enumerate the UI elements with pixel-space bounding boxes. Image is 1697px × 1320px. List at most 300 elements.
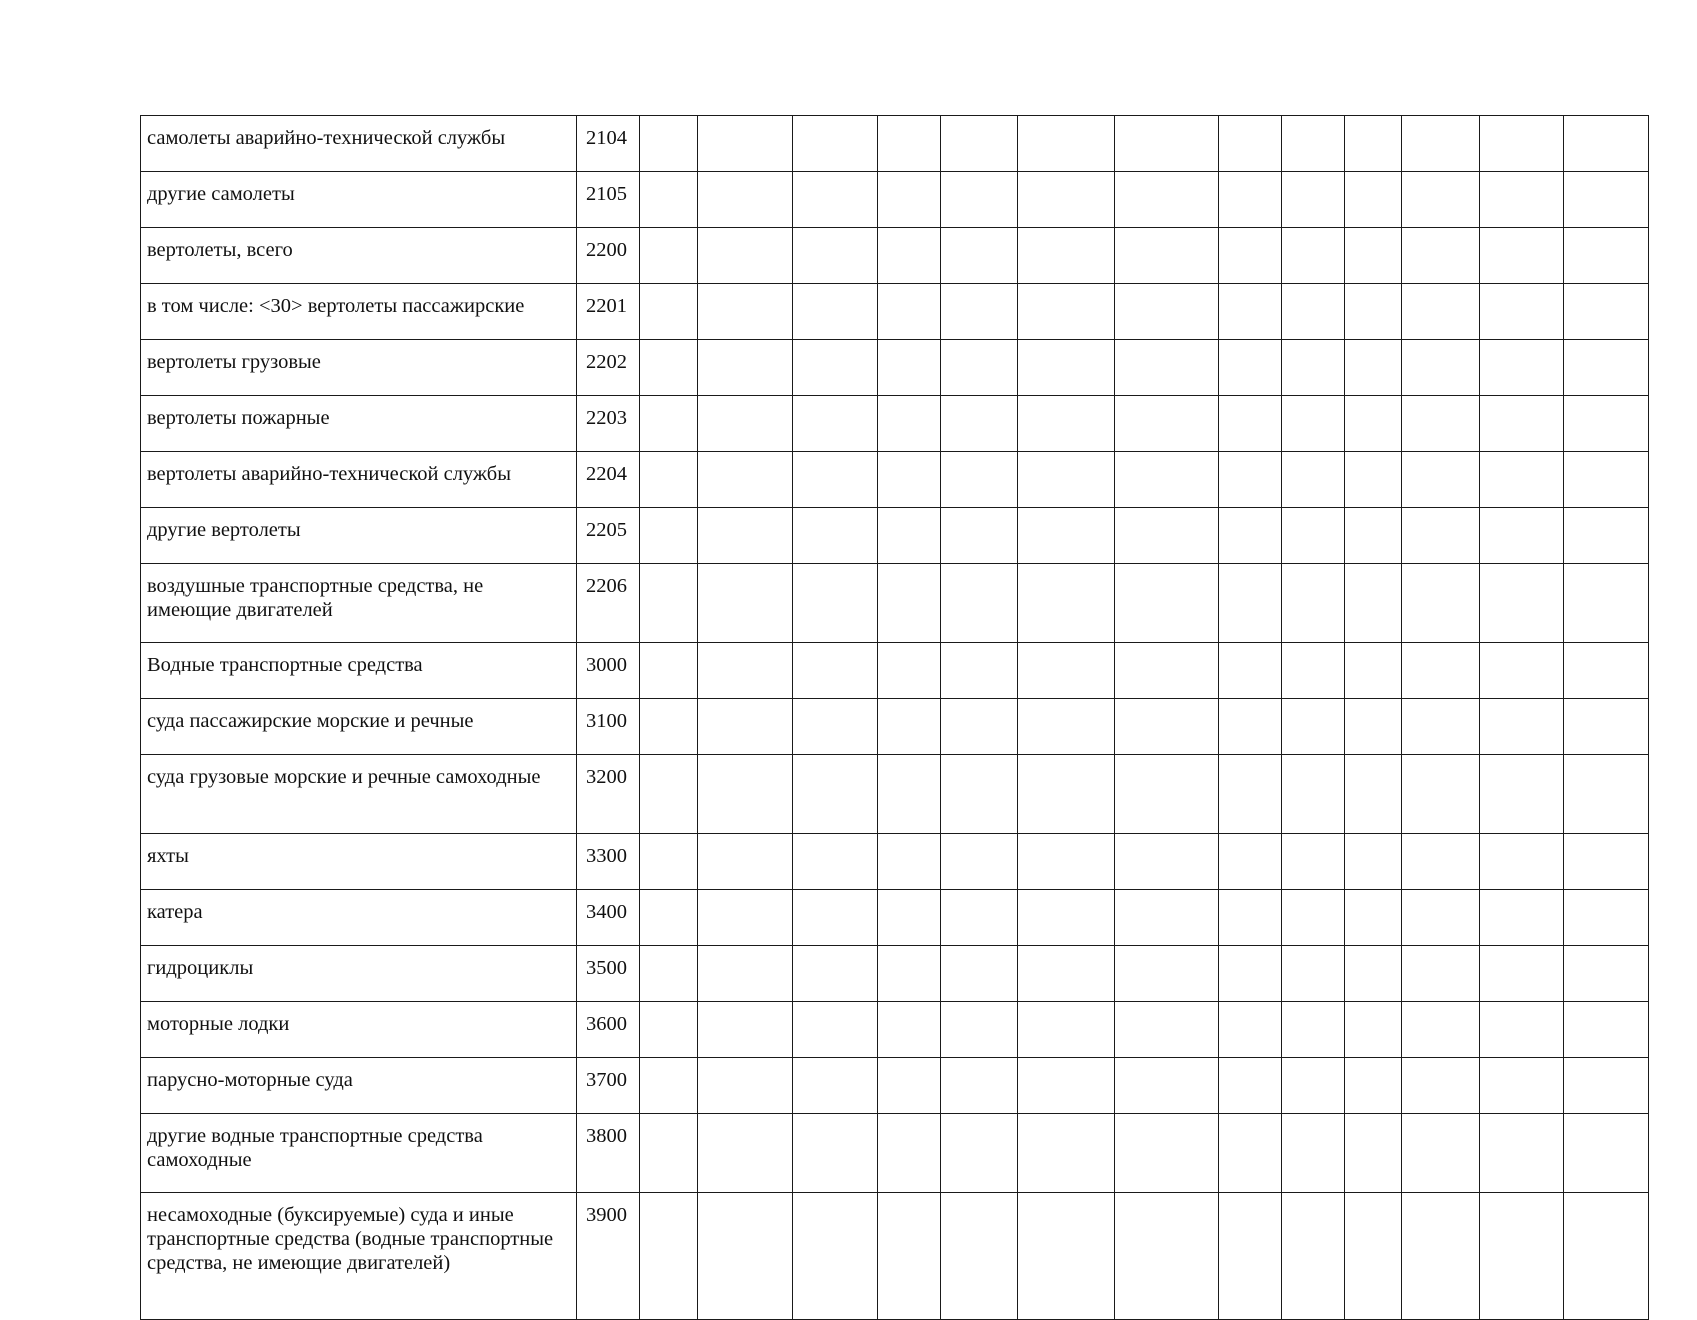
value-cell bbox=[793, 755, 878, 834]
value-cell bbox=[793, 1193, 878, 1320]
value-cell bbox=[1564, 1002, 1649, 1058]
value-cell bbox=[793, 452, 878, 508]
row-code-cell: 2203 bbox=[577, 396, 640, 452]
value-cell bbox=[640, 1002, 698, 1058]
table-row bbox=[141, 1193, 1649, 1320]
value-cell bbox=[1018, 834, 1115, 890]
value-cell bbox=[1480, 284, 1564, 340]
value-cell bbox=[941, 643, 1018, 699]
value-cell bbox=[1219, 834, 1282, 890]
row-code-cell: 3400 bbox=[577, 890, 640, 946]
value-cell bbox=[1345, 228, 1402, 284]
value-cell bbox=[1402, 508, 1480, 564]
value-cell bbox=[878, 340, 941, 396]
row-code-cell: 3900 bbox=[577, 1193, 640, 1320]
value-cell bbox=[1115, 1058, 1219, 1114]
value-cell bbox=[1480, 116, 1564, 172]
value-cell bbox=[640, 284, 698, 340]
table-row bbox=[141, 340, 1649, 396]
row-code-cell: 2206 bbox=[577, 564, 640, 643]
table-row bbox=[141, 116, 1649, 172]
value-cell bbox=[878, 452, 941, 508]
value-cell bbox=[1345, 699, 1402, 755]
row-name-cell: воздушные транспортные средства, не имеющие двигателей bbox=[141, 564, 577, 643]
value-cell bbox=[1282, 834, 1345, 890]
value-cell bbox=[1480, 1193, 1564, 1320]
value-cell bbox=[793, 643, 878, 699]
value-cell bbox=[941, 755, 1018, 834]
value-cell bbox=[1018, 452, 1115, 508]
value-cell bbox=[1480, 396, 1564, 452]
value-cell bbox=[793, 1058, 878, 1114]
value-cell bbox=[1480, 340, 1564, 396]
table-row bbox=[141, 699, 1649, 755]
value-cell bbox=[1018, 643, 1115, 699]
value-cell bbox=[1345, 564, 1402, 643]
table-row bbox=[141, 172, 1649, 228]
row-code-cell: 3500 bbox=[577, 946, 640, 1002]
value-cell bbox=[1480, 564, 1564, 643]
value-cell bbox=[1345, 1114, 1402, 1193]
value-cell bbox=[1282, 508, 1345, 564]
value-cell bbox=[1480, 1002, 1564, 1058]
value-cell bbox=[1564, 116, 1649, 172]
value-cell bbox=[878, 508, 941, 564]
value-cell bbox=[698, 564, 793, 643]
table-row bbox=[141, 755, 1649, 834]
value-cell bbox=[698, 890, 793, 946]
value-cell bbox=[878, 755, 941, 834]
value-cell bbox=[1402, 1193, 1480, 1320]
value-cell bbox=[941, 396, 1018, 452]
row-name-cell: вертолеты грузовые bbox=[141, 340, 577, 396]
value-cell bbox=[640, 755, 698, 834]
value-cell bbox=[640, 946, 698, 1002]
value-cell bbox=[1564, 643, 1649, 699]
row-code-cell: 2202 bbox=[577, 340, 640, 396]
row-name-cell: другие вертолеты bbox=[141, 508, 577, 564]
value-cell bbox=[1219, 1114, 1282, 1193]
value-cell bbox=[1018, 228, 1115, 284]
value-cell bbox=[793, 508, 878, 564]
value-cell bbox=[1115, 699, 1219, 755]
table-row bbox=[141, 1058, 1649, 1114]
value-cell bbox=[1480, 834, 1564, 890]
value-cell bbox=[1018, 1002, 1115, 1058]
value-cell bbox=[1018, 1114, 1115, 1193]
value-cell bbox=[698, 172, 793, 228]
row-code-cell: 2104 bbox=[577, 116, 640, 172]
value-cell bbox=[1480, 228, 1564, 284]
row-code-cell: 2200 bbox=[577, 228, 640, 284]
value-cell bbox=[640, 396, 698, 452]
value-cell bbox=[941, 284, 1018, 340]
value-cell bbox=[1480, 452, 1564, 508]
row-name-cell: вертолеты, всего bbox=[141, 228, 577, 284]
value-cell bbox=[941, 564, 1018, 643]
value-cell bbox=[1402, 452, 1480, 508]
row-code-cell: 3100 bbox=[577, 699, 640, 755]
value-cell bbox=[1480, 890, 1564, 946]
value-cell bbox=[1282, 284, 1345, 340]
table-row bbox=[141, 834, 1649, 890]
value-cell bbox=[1282, 116, 1345, 172]
value-cell bbox=[1115, 1193, 1219, 1320]
value-cell bbox=[793, 172, 878, 228]
value-cell bbox=[793, 396, 878, 452]
value-cell bbox=[1402, 1002, 1480, 1058]
value-cell bbox=[1282, 946, 1345, 1002]
table-row bbox=[141, 564, 1649, 643]
value-cell bbox=[1480, 508, 1564, 564]
value-cell bbox=[941, 172, 1018, 228]
value-cell bbox=[1115, 508, 1219, 564]
value-cell bbox=[878, 1114, 941, 1193]
value-cell bbox=[1219, 116, 1282, 172]
value-cell bbox=[1480, 755, 1564, 834]
value-cell bbox=[1219, 946, 1282, 1002]
value-cell bbox=[1018, 284, 1115, 340]
value-cell bbox=[698, 1002, 793, 1058]
value-cell bbox=[941, 1114, 1018, 1193]
value-cell bbox=[1219, 1193, 1282, 1320]
row-name-cell: вертолеты пожарные bbox=[141, 396, 577, 452]
value-cell bbox=[941, 452, 1018, 508]
value-cell bbox=[1282, 890, 1345, 946]
row-code-cell: 2205 bbox=[577, 508, 640, 564]
value-cell bbox=[941, 228, 1018, 284]
value-cell bbox=[878, 1193, 941, 1320]
value-cell bbox=[1402, 1114, 1480, 1193]
row-code-cell: 3600 bbox=[577, 1002, 640, 1058]
value-cell bbox=[1564, 508, 1649, 564]
value-cell bbox=[640, 834, 698, 890]
value-cell bbox=[1018, 755, 1115, 834]
value-cell bbox=[1282, 396, 1345, 452]
value-cell bbox=[1345, 755, 1402, 834]
row-code-cell: 3700 bbox=[577, 1058, 640, 1114]
value-cell bbox=[793, 1114, 878, 1193]
value-cell bbox=[1282, 1193, 1345, 1320]
table-row bbox=[141, 1002, 1649, 1058]
row-name-cell: моторные лодки bbox=[141, 1002, 577, 1058]
value-cell bbox=[1115, 643, 1219, 699]
row-code-cell: 2204 bbox=[577, 452, 640, 508]
value-cell bbox=[1564, 396, 1649, 452]
value-cell bbox=[1219, 340, 1282, 396]
value-cell bbox=[698, 340, 793, 396]
value-cell bbox=[793, 890, 878, 946]
value-cell bbox=[1219, 1058, 1282, 1114]
value-cell bbox=[793, 834, 878, 890]
row-code-cell: 3000 bbox=[577, 643, 640, 699]
value-cell bbox=[1564, 284, 1649, 340]
value-cell bbox=[1402, 890, 1480, 946]
value-cell bbox=[640, 1114, 698, 1193]
value-cell bbox=[1564, 340, 1649, 396]
value-cell bbox=[1115, 452, 1219, 508]
value-cell bbox=[1564, 890, 1649, 946]
value-cell bbox=[698, 755, 793, 834]
value-cell bbox=[640, 172, 698, 228]
value-cell bbox=[698, 396, 793, 452]
value-cell bbox=[1219, 396, 1282, 452]
table-body bbox=[141, 116, 1649, 1320]
value-cell bbox=[1219, 890, 1282, 946]
value-cell bbox=[1282, 1002, 1345, 1058]
table-row bbox=[141, 946, 1649, 1002]
value-cell bbox=[793, 116, 878, 172]
value-cell bbox=[1402, 396, 1480, 452]
value-cell bbox=[698, 116, 793, 172]
value-cell bbox=[1282, 340, 1345, 396]
value-cell bbox=[640, 452, 698, 508]
row-name-cell: вертолеты аварийно-технической службы bbox=[141, 452, 577, 508]
value-cell bbox=[1282, 1058, 1345, 1114]
value-cell bbox=[941, 1058, 1018, 1114]
value-cell bbox=[878, 1002, 941, 1058]
value-cell bbox=[640, 564, 698, 643]
value-cell bbox=[1345, 643, 1402, 699]
value-cell bbox=[1115, 116, 1219, 172]
value-cell bbox=[1115, 890, 1219, 946]
value-cell bbox=[1219, 755, 1282, 834]
value-cell bbox=[1282, 452, 1345, 508]
value-cell bbox=[1018, 508, 1115, 564]
value-cell bbox=[1564, 755, 1649, 834]
value-cell bbox=[698, 1193, 793, 1320]
value-cell bbox=[1219, 643, 1282, 699]
value-cell bbox=[1402, 172, 1480, 228]
value-cell bbox=[698, 1114, 793, 1193]
value-cell bbox=[878, 643, 941, 699]
value-cell bbox=[698, 643, 793, 699]
value-cell bbox=[878, 228, 941, 284]
row-name-cell: суда грузовые морские и речные самоходные bbox=[141, 755, 577, 834]
value-cell bbox=[1564, 1058, 1649, 1114]
value-cell bbox=[878, 396, 941, 452]
value-cell bbox=[1480, 699, 1564, 755]
value-cell bbox=[1345, 834, 1402, 890]
value-cell bbox=[1564, 834, 1649, 890]
value-cell bbox=[793, 228, 878, 284]
value-cell bbox=[1219, 564, 1282, 643]
value-cell bbox=[640, 228, 698, 284]
value-cell bbox=[1564, 1193, 1649, 1320]
value-cell bbox=[1402, 643, 1480, 699]
value-cell bbox=[1564, 228, 1649, 284]
value-cell bbox=[698, 699, 793, 755]
value-cell bbox=[1018, 699, 1115, 755]
value-cell bbox=[941, 116, 1018, 172]
value-cell bbox=[698, 508, 793, 564]
value-cell bbox=[1480, 1058, 1564, 1114]
value-cell bbox=[1115, 755, 1219, 834]
value-cell bbox=[1115, 1002, 1219, 1058]
row-name-cell: суда пассажирские морские и речные bbox=[141, 699, 577, 755]
row-code-cell: 2201 bbox=[577, 284, 640, 340]
value-cell bbox=[1018, 1193, 1115, 1320]
value-cell bbox=[698, 228, 793, 284]
value-cell bbox=[1115, 172, 1219, 228]
row-code-cell: 3800 bbox=[577, 1114, 640, 1193]
value-cell bbox=[1018, 116, 1115, 172]
value-cell bbox=[640, 890, 698, 946]
value-cell bbox=[878, 116, 941, 172]
value-cell bbox=[1402, 699, 1480, 755]
value-cell bbox=[1115, 228, 1219, 284]
value-cell bbox=[1219, 508, 1282, 564]
value-cell bbox=[1345, 396, 1402, 452]
value-cell bbox=[1480, 643, 1564, 699]
value-cell bbox=[1115, 834, 1219, 890]
value-cell bbox=[1564, 452, 1649, 508]
value-cell bbox=[1345, 1058, 1402, 1114]
value-cell bbox=[941, 834, 1018, 890]
value-cell bbox=[1402, 564, 1480, 643]
value-cell bbox=[1345, 508, 1402, 564]
value-cell bbox=[1115, 284, 1219, 340]
value-cell bbox=[1282, 643, 1345, 699]
value-cell bbox=[941, 508, 1018, 564]
row-code-cell: 3300 bbox=[577, 834, 640, 890]
value-cell bbox=[1018, 396, 1115, 452]
row-code-cell: 3200 bbox=[577, 755, 640, 834]
value-cell bbox=[1219, 699, 1282, 755]
value-cell bbox=[941, 1193, 1018, 1320]
value-cell bbox=[1219, 172, 1282, 228]
value-cell bbox=[878, 172, 941, 228]
value-cell bbox=[1402, 284, 1480, 340]
value-cell bbox=[1219, 228, 1282, 284]
table-row bbox=[141, 284, 1649, 340]
value-cell bbox=[941, 1002, 1018, 1058]
table-row bbox=[141, 452, 1649, 508]
value-cell bbox=[793, 340, 878, 396]
value-cell bbox=[878, 946, 941, 1002]
value-cell bbox=[1345, 452, 1402, 508]
row-code-cell: 2105 bbox=[577, 172, 640, 228]
value-cell bbox=[1480, 172, 1564, 228]
value-cell bbox=[1115, 1114, 1219, 1193]
value-cell bbox=[878, 284, 941, 340]
value-cell bbox=[878, 699, 941, 755]
value-cell bbox=[640, 699, 698, 755]
value-cell bbox=[1402, 834, 1480, 890]
value-cell bbox=[698, 284, 793, 340]
value-cell bbox=[941, 890, 1018, 946]
value-cell bbox=[640, 116, 698, 172]
row-name-cell: катера bbox=[141, 890, 577, 946]
table-row bbox=[141, 643, 1649, 699]
value-cell bbox=[878, 834, 941, 890]
value-cell bbox=[1018, 1058, 1115, 1114]
value-cell bbox=[1282, 755, 1345, 834]
value-cell bbox=[1018, 946, 1115, 1002]
value-cell bbox=[1345, 1002, 1402, 1058]
value-cell bbox=[1564, 699, 1649, 755]
value-cell bbox=[1345, 340, 1402, 396]
value-cell bbox=[1018, 340, 1115, 396]
value-cell bbox=[1115, 564, 1219, 643]
row-name-cell: в том числе: <30> вертолеты пассажирские bbox=[141, 284, 577, 340]
value-cell bbox=[878, 1058, 941, 1114]
value-cell bbox=[1345, 946, 1402, 1002]
value-cell bbox=[1564, 946, 1649, 1002]
value-cell bbox=[1219, 1002, 1282, 1058]
value-cell bbox=[1345, 116, 1402, 172]
value-cell bbox=[1402, 1058, 1480, 1114]
value-cell bbox=[1282, 1114, 1345, 1193]
value-cell bbox=[793, 1002, 878, 1058]
table-row bbox=[141, 396, 1649, 452]
row-name-cell: Водные транспортные средства bbox=[141, 643, 577, 699]
value-cell bbox=[640, 1058, 698, 1114]
value-cell bbox=[1402, 755, 1480, 834]
value-cell bbox=[1115, 946, 1219, 1002]
value-cell bbox=[1402, 946, 1480, 1002]
value-cell bbox=[698, 834, 793, 890]
row-name-cell: несамоходные (буксируемые) суда и иные транспортные средства (водные транспортные средства, не имеющие двигателей) bbox=[141, 1193, 577, 1320]
row-name-cell: самолеты аварийно-технической службы bbox=[141, 116, 577, 172]
value-cell bbox=[941, 946, 1018, 1002]
value-cell bbox=[1480, 946, 1564, 1002]
value-cell bbox=[1402, 340, 1480, 396]
value-cell bbox=[878, 890, 941, 946]
row-name-cell: яхты bbox=[141, 834, 577, 890]
value-cell bbox=[1282, 699, 1345, 755]
value-cell bbox=[1018, 890, 1115, 946]
value-cell bbox=[1402, 116, 1480, 172]
row-name-cell: парусно-моторные суда bbox=[141, 1058, 577, 1114]
value-cell bbox=[793, 564, 878, 643]
value-cell bbox=[1345, 890, 1402, 946]
value-cell bbox=[698, 1058, 793, 1114]
value-cell bbox=[640, 508, 698, 564]
value-cell bbox=[1018, 172, 1115, 228]
value-cell bbox=[1115, 340, 1219, 396]
table-row bbox=[141, 1114, 1649, 1193]
row-name-cell: гидроциклы bbox=[141, 946, 577, 1002]
value-cell bbox=[878, 564, 941, 643]
value-cell bbox=[1480, 1114, 1564, 1193]
table-row bbox=[141, 228, 1649, 284]
row-name-cell: другие самолеты bbox=[141, 172, 577, 228]
table-row bbox=[141, 508, 1649, 564]
value-cell bbox=[941, 340, 1018, 396]
report-form-table bbox=[140, 115, 1649, 1320]
value-cell bbox=[1564, 1114, 1649, 1193]
value-cell bbox=[1402, 228, 1480, 284]
value-cell bbox=[1018, 564, 1115, 643]
value-cell bbox=[1564, 172, 1649, 228]
value-cell bbox=[1345, 1193, 1402, 1320]
value-cell bbox=[640, 643, 698, 699]
value-cell bbox=[698, 946, 793, 1002]
value-cell bbox=[1345, 172, 1402, 228]
value-cell bbox=[1282, 228, 1345, 284]
value-cell bbox=[640, 340, 698, 396]
value-cell bbox=[793, 699, 878, 755]
value-cell bbox=[793, 946, 878, 1002]
row-name-cell: другие водные транспортные средства самоходные bbox=[141, 1114, 577, 1193]
value-cell bbox=[640, 1193, 698, 1320]
value-cell bbox=[793, 284, 878, 340]
value-cell bbox=[941, 699, 1018, 755]
value-cell bbox=[698, 452, 793, 508]
value-cell bbox=[1115, 396, 1219, 452]
value-cell bbox=[1345, 284, 1402, 340]
